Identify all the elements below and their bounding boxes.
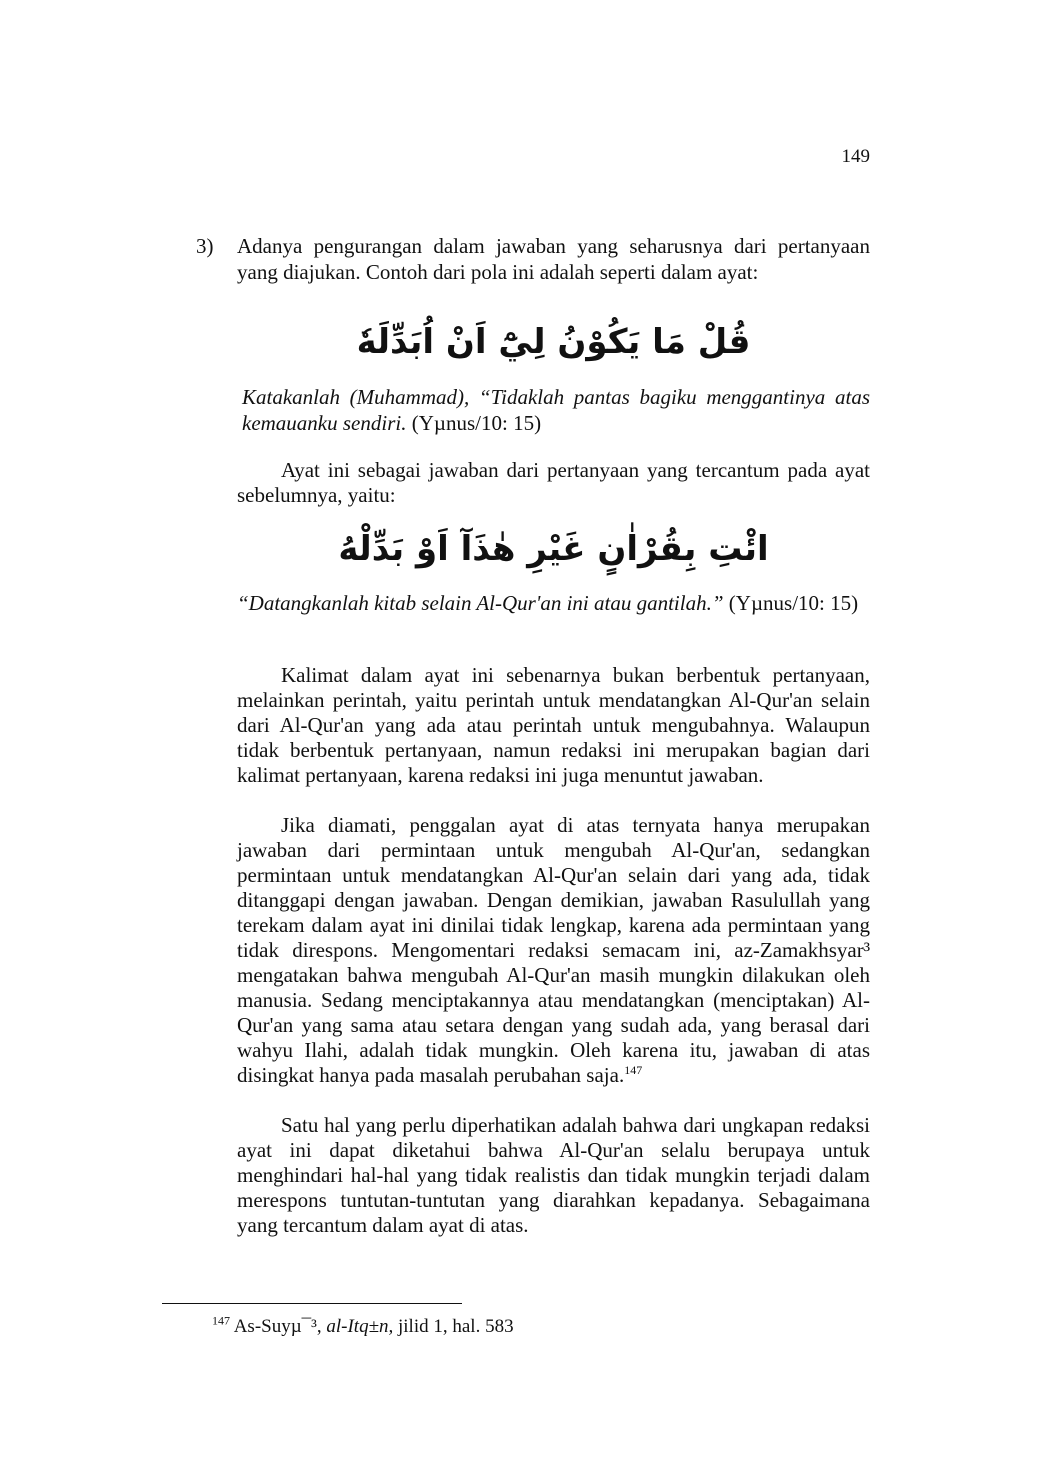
footnote-divider	[162, 1303, 462, 1304]
footnote-title: al-Itq±n,	[326, 1316, 394, 1337]
translation-text: Katakanlah (Muhammad), “Tidaklah pantas bagiku menggantinya atas kemauanku sendiri.	[242, 385, 870, 435]
footnote-reference[interactable]: 147	[624, 1063, 643, 1077]
footnote	[212, 1315, 872, 1339]
page-number: 149	[841, 146, 870, 167]
paragraph-3-text: Jika diamati, penggalan ayat di atas ternyata hanya merupakan jawaban dari permintaan untuk mengubah Al-Qur'an, sedangkan permintaan untuk mendatangkan Al-Qur'an selain dari yang ada, tidak ditanggapi dengan jawaban. Dengan demikian, jawaban Rasulullah yang terekam dalam ayat ini dinilai tidak lengkap, karena ada permintaan yang tidak direspons. Mengomentari redaksi semacam ini, az-Zamakhsyar³ mengatakan bahwa mengubah Al-Qur'an masih mungkin dilakukan oleh manusia. Sedang menciptakannya atau mendatangkan (menciptakan) Al-Qur'an yang sama atau setara dengan yang sudah ada, yang berasal dari wahyu Ilahi, adalah tidak mungkin. Oleh karena itu, jawaban di atas disingkat hanya pada masalah perubahan saja.	[237, 813, 870, 1087]
translation-text: “Datangkanlah kitab selain Al-Qur'an ini atau gantilah.”	[237, 591, 724, 615]
footnote-author: As-Suyµ¯³,	[230, 1316, 327, 1337]
arabic-verse-1: قُلْ مَا يَكُوْنُ لِيْٓ اَنْ اُبَدِّلَهٗ	[356, 322, 751, 362]
verse-translation-1	[242, 384, 870, 436]
footnote-number: 147	[212, 1313, 230, 1328]
paragraph-1: Ayat ini sebagai jawaban dari pertanyaan yang tercantum pada ayat sebelumnya, yaitu:	[237, 458, 870, 507]
verse-translation-2	[237, 590, 870, 616]
arabic-verse-2: ائْتِ بِقُرْاٰنٍ غَيْرِ هٰذَآ اَوْ بَدِّلْهُ	[338, 529, 769, 569]
list-item-3	[196, 233, 870, 285]
list-marker: 3)	[196, 234, 214, 258]
paragraph-2: Kalimat dalam ayat ini sebenarnya bukan berbentuk pertanyaan, melainkan perintah, yaitu perintah untuk mendatangkan Al-Qur'an selain dari Al-Qur'an yang ada atau perintah untuk mengubahnya. Walaupun tidak berbentuk pertanyaan, namun redaksi ini merupakan bagian dari kalimat pertanyaan, karena redaksi ini juga menuntut jawaban.	[237, 663, 870, 787]
paragraph-4: Satu hal yang perlu diperhatikan adalah bahwa dari ungkapan redaksi ayat ini dapat diketahui bahwa Al-Qur'an selalu berupaya untuk menghindari hal-hal yang tidak realistis dan tidak mungkin terjadi dalam merespons tuntutan-tuntutan yang diarahkan kepadanya. Sebagaimana yang tercantum dalam ayat di atas.	[237, 1113, 870, 1237]
paragraph-3	[237, 813, 870, 1088]
list-item-text: Adanya pengurangan dalam jawaban yang seharusnya dari pertanyaan yang diajukan. Contoh dari pola ini adalah seperti dalam ayat:	[237, 234, 870, 284]
verse-citation: (Yµnus/10: 15)	[723, 591, 859, 615]
footnote-detail: jilid 1, hal. 583	[393, 1316, 514, 1337]
verse-citation: (Yµnus/10: 15)	[406, 411, 542, 435]
